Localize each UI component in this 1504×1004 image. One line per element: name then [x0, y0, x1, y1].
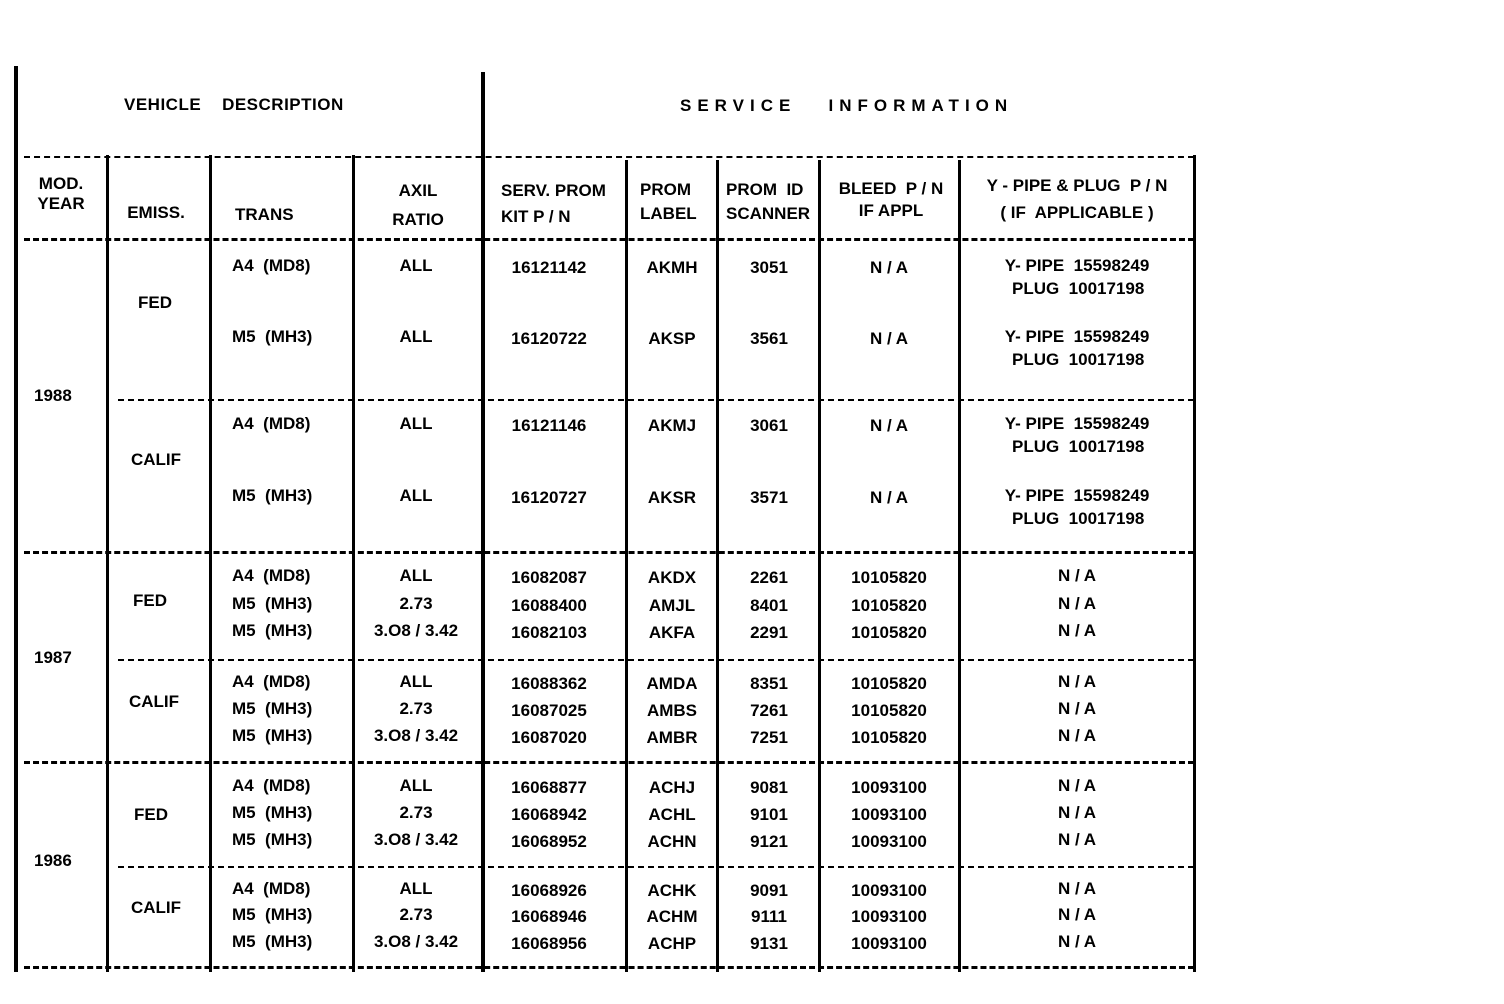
cell-bleed: 10093100	[851, 778, 927, 797]
cell-trans: M5 (MH3)	[232, 594, 313, 613]
cell-trans: A4 (MD8)	[232, 256, 311, 275]
cell-scanner: 8401	[750, 596, 788, 615]
cell-axil: 2.73	[399, 594, 433, 613]
cell-axil: ALL	[399, 486, 433, 505]
cell-axil: 2.73	[399, 803, 433, 822]
cell-bleed: N / A	[869, 488, 909, 507]
cell-ypipe: Y- PIPE 15598249	[1004, 486, 1150, 505]
cell-kit: 16121142	[511, 258, 587, 277]
cell-axil: 3.O8 / 3.42	[373, 621, 459, 640]
cell-label: AKMH	[646, 258, 698, 277]
col-ypipe-plug: Y - PIPE & PLUG P / N ( IF APPLICABLE )	[986, 176, 1168, 222]
cell-kit: 16087025	[511, 701, 587, 720]
cell-scanner: 9081	[750, 778, 788, 797]
emiss-calif-1987: CALIF	[128, 692, 180, 711]
cell-bleed: N / A	[869, 416, 909, 435]
emiss-calif-1988: CALIF	[130, 450, 182, 469]
cell-ypipe: N / A	[1057, 621, 1097, 640]
year-1988: 1988	[34, 386, 72, 405]
cell-label: AMBR	[646, 728, 698, 747]
cell-ypipe: N / A	[1057, 699, 1097, 718]
col-rule-2	[209, 155, 212, 972]
cell-scanner: 7261	[750, 701, 788, 720]
cell-bleed: 10105820	[851, 674, 927, 693]
cell-axil: ALL	[399, 776, 433, 795]
cell-bleed: 10093100	[851, 934, 927, 953]
cell-kit: 16120727	[511, 488, 587, 507]
cell-plug: PLUG 10017198	[1012, 279, 1145, 298]
cell-trans: M5 (MH3)	[232, 327, 313, 346]
cell-scanner: 9101	[750, 805, 788, 824]
col-trans: TRANS	[235, 205, 294, 224]
cell-kit: 16088362	[511, 674, 587, 693]
cell-label: AKDX	[647, 568, 697, 587]
cell-plug: PLUG 10017198	[1012, 509, 1145, 528]
cell-ypipe: N / A	[1057, 776, 1097, 795]
cell-ypipe: N / A	[1057, 566, 1097, 585]
vehicle-description-heading: VEHICLE DESCRIPTION	[124, 95, 344, 114]
cell-scanner: 9111	[751, 907, 787, 926]
cell-scanner: 9131	[750, 934, 788, 953]
cell-kit: 16082087	[511, 568, 587, 587]
cell-plug: PLUG 10017198	[1012, 437, 1145, 456]
col-rule-6	[716, 160, 719, 972]
cell-label: ACHJ	[648, 778, 696, 797]
cell-scanner: 3561	[750, 329, 788, 348]
rule-1987-start	[24, 551, 1194, 554]
cell-scanner: 3061	[750, 416, 788, 435]
right-border	[1193, 155, 1196, 972]
col-rule-1	[106, 155, 109, 972]
cell-trans: M5 (MH3)	[232, 726, 313, 745]
rule-1987-split	[118, 659, 1194, 661]
cell-axil: 3.O8 / 3.42	[373, 726, 459, 745]
rule-1986-start	[24, 761, 1194, 764]
cell-scanner: 9091	[750, 881, 788, 900]
section-divider	[481, 72, 485, 972]
cell-axil: 2.73	[399, 699, 433, 718]
cell-trans: M5 (MH3)	[232, 621, 313, 640]
cell-plug: PLUG 10017198	[1012, 350, 1145, 369]
year-1987: 1987	[34, 648, 72, 667]
cell-ypipe: N / A	[1057, 672, 1097, 691]
cell-trans: A4 (MD8)	[232, 879, 311, 898]
cell-kit: 16120722	[511, 329, 587, 348]
cell-scanner: 9121	[750, 832, 788, 851]
cell-axil: ALL	[399, 566, 433, 585]
col-bleed: BLEED P / N IF APPL	[838, 179, 944, 220]
header-bottom-rule	[24, 238, 1194, 241]
cell-bleed: 10105820	[851, 596, 927, 615]
cell-kit: 16088400	[511, 596, 587, 615]
emiss-fed-1987: FED	[133, 591, 167, 610]
col-rule-7	[818, 160, 821, 972]
cell-axil: 2.73	[399, 905, 433, 924]
cell-ypipe: N / A	[1057, 803, 1097, 822]
cell-label: AKSR	[647, 488, 697, 507]
col-axil-ratio: AXIL RATIO	[392, 181, 444, 229]
cell-bleed: 10093100	[851, 881, 927, 900]
emiss-calif-1986: CALIF	[130, 898, 182, 917]
cell-kit: 16068956	[511, 934, 587, 953]
cell-bleed: 10093100	[851, 805, 927, 824]
cell-scanner: 3051	[750, 258, 788, 277]
cell-ypipe: Y- PIPE 15598249	[1004, 256, 1150, 275]
cell-axil: ALL	[399, 672, 433, 691]
cell-scanner: 7251	[750, 728, 788, 747]
cell-bleed: 10093100	[851, 907, 927, 926]
cell-trans: M5 (MH3)	[232, 699, 313, 718]
left-border	[14, 66, 18, 972]
col-emiss: EMISS.	[127, 203, 185, 222]
cell-trans: A4 (MD8)	[232, 672, 311, 691]
cell-label: AKSP	[648, 329, 696, 348]
cell-label: ACHP	[647, 934, 697, 953]
cell-label: AKFA	[648, 623, 696, 642]
cell-ypipe: N / A	[1057, 879, 1097, 898]
cell-label: ACHM	[646, 907, 698, 926]
cell-label: AKMJ	[647, 416, 697, 435]
cell-label: AMDA	[646, 674, 698, 693]
col-prom-label: PROM LABEL	[640, 180, 697, 223]
col-prom-id-scanner: PROM ID SCANNER	[726, 180, 811, 223]
cell-trans: A4 (MD8)	[232, 776, 311, 795]
cell-ypipe: N / A	[1057, 932, 1097, 951]
header-top-rule	[24, 156, 1194, 158]
cell-axil: ALL	[399, 327, 433, 346]
bottom-rule	[24, 966, 1194, 969]
cell-axil: 3.O8 / 3.42	[373, 932, 459, 951]
cell-axil: 3.O8 / 3.42	[373, 830, 459, 849]
cell-kit: 16068946	[511, 907, 587, 926]
cell-bleed: 10105820	[851, 728, 927, 747]
cell-scanner: 2261	[750, 568, 788, 587]
cell-bleed: 10093100	[851, 832, 927, 851]
cell-ypipe: Y- PIPE 15598249	[1004, 414, 1150, 433]
col-mod-year: MOD. YEAR	[37, 174, 85, 213]
col-rule-8	[958, 160, 961, 972]
cell-ypipe: Y- PIPE 15598249	[1004, 327, 1150, 346]
cell-ypipe: N / A	[1057, 726, 1097, 745]
cell-trans: A4 (MD8)	[232, 414, 311, 433]
rule-1986-split	[118, 866, 1194, 868]
cell-scanner: 8351	[750, 674, 788, 693]
cell-bleed: 10105820	[851, 568, 927, 587]
service-information-heading: SERVICE INFORMATION	[680, 96, 1014, 115]
cell-scanner: 3571	[750, 488, 788, 507]
col-serv-prom-kit: SERV. PROM KIT P / N	[501, 181, 606, 226]
cell-axil: ALL	[399, 256, 433, 275]
cell-label: AMJL	[648, 596, 696, 615]
cell-kit: 16121146	[511, 416, 587, 435]
cell-kit: 16068942	[511, 805, 587, 824]
cell-axil: ALL	[399, 879, 433, 898]
cell-trans: M5 (MH3)	[232, 486, 313, 505]
cell-kit: 16082103	[511, 623, 587, 642]
cell-trans: A4 (MD8)	[232, 566, 311, 585]
col-rule-5	[625, 160, 628, 972]
cell-ypipe: N / A	[1057, 830, 1097, 849]
cell-label: AMBS	[646, 701, 698, 720]
cell-label: ACHK	[647, 881, 697, 900]
cell-ypipe: N / A	[1057, 594, 1097, 613]
cell-trans: M5 (MH3)	[232, 803, 313, 822]
cell-ypipe: N / A	[1057, 905, 1097, 924]
col-rule-3	[352, 155, 355, 972]
year-1986: 1986	[34, 851, 72, 870]
emiss-fed-1986: FED	[134, 805, 168, 824]
cell-kit: 16068952	[511, 832, 587, 851]
cell-bleed: 10105820	[851, 623, 927, 642]
cell-kit: 16068926	[511, 881, 587, 900]
cell-scanner: 2291	[750, 623, 788, 642]
cell-trans: M5 (MH3)	[232, 905, 313, 924]
cell-trans: M5 (MH3)	[232, 932, 313, 951]
cell-trans: M5 (MH3)	[232, 830, 313, 849]
cell-bleed: 10105820	[851, 701, 927, 720]
cell-label: ACHN	[647, 832, 697, 851]
emiss-fed-1988: FED	[138, 293, 172, 312]
cell-bleed: N / A	[869, 258, 909, 277]
cell-label: ACHL	[648, 805, 696, 824]
rule-1988-split	[118, 399, 1194, 401]
cell-kit: 16068877	[511, 778, 587, 797]
cell-axil: ALL	[399, 414, 433, 433]
cell-bleed: N / A	[869, 329, 909, 348]
cell-kit: 16087020	[511, 728, 587, 747]
